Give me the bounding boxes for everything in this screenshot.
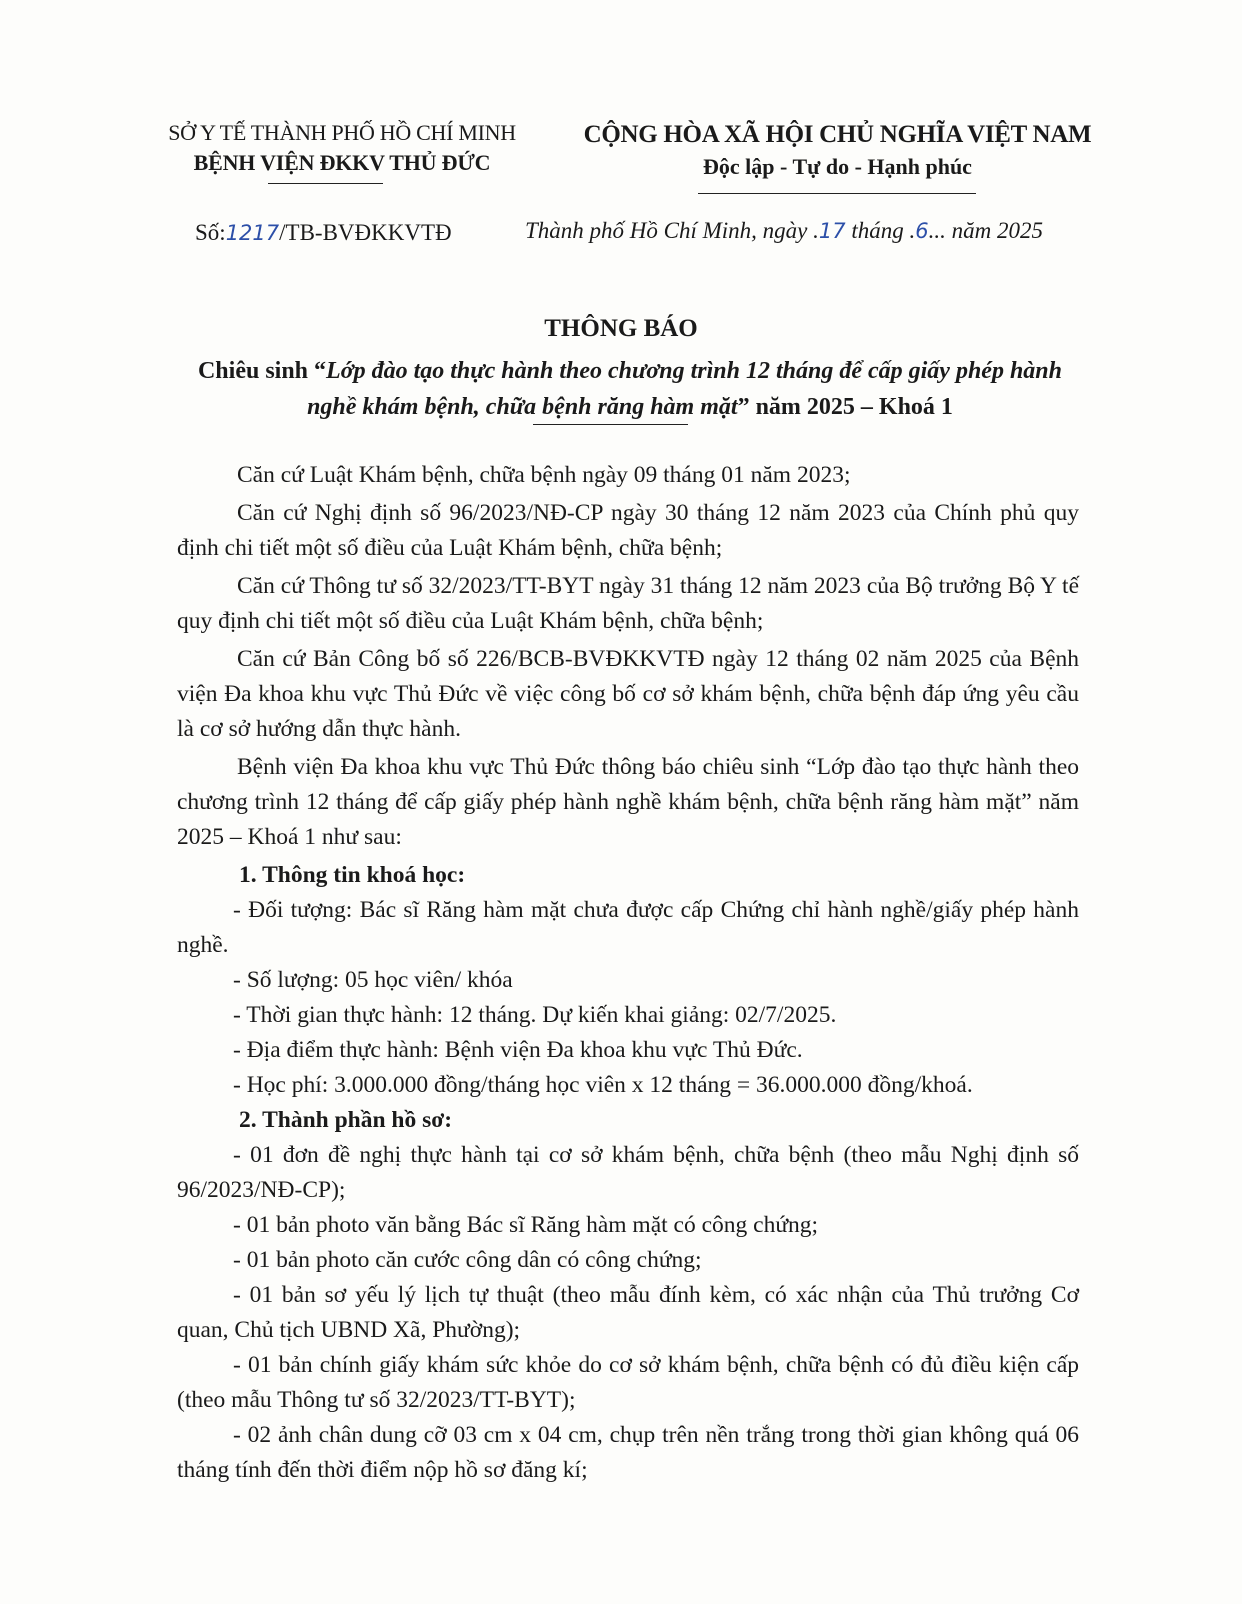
document-subtitle <box>180 353 1080 425</box>
list-item: - 01 bản sơ yếu lý lịch tự thuật (theo mẫu đính kèm, có xác nhận của Thủ trưởng Cơ quan, Chủ tịch UBND Xã, Phường); <box>177 1282 1079 1343</box>
legal-basis: Căn cứ Nghị định số 96/2023/NĐ-CP ngày 30 tháng 12 năm 2023 của Chính phủ quy định chi tiết một số điều của Luật Khám bệnh, chữa bệnh; <box>177 500 1079 561</box>
motto: Độc lập - Tự do - Hạnh phúc <box>703 154 972 179</box>
number-suffix: /TB-BVĐKKVTĐ <box>279 220 452 245</box>
date-suffix: ... năm 2025 <box>928 218 1044 243</box>
list-item: - Thời gian thực hành: 12 tháng. Dự kiến khai giảng: 02/7/2025. <box>233 1002 837 1028</box>
handwritten-month: 6 <box>915 219 929 243</box>
document-date <box>525 216 1043 246</box>
handwritten-number: 1217 <box>225 221 280 245</box>
list-item: - Địa điểm thực hành: Bệnh viện Đa khoa khu vực Thủ Đức. <box>233 1037 803 1063</box>
document-header <box>0 118 1242 198</box>
section-heading-course-info: 1. Thông tin khoá học: <box>239 862 466 888</box>
list-item: - Học phí: 3.000.000 đồng/tháng học viên x 12 tháng = 36.000.000 đồng/khoá. <box>233 1072 973 1098</box>
date-prefix: Thành phố Hồ Chí Minh, ngày . <box>525 218 819 243</box>
handwritten-day: 17 <box>818 219 846 243</box>
list-item: - Đối tượng: Bác sĩ Răng hàm mặt chưa được cấp Chứng chỉ hành nghề/giấy phép hành nghề. <box>177 897 1079 958</box>
intro-paragraph: Bệnh viện Đa khoa khu vực Thủ Đức thông báo chiêu sinh “Lớp đào tạo thực hành theo chương trình 12 tháng để cấp giấy phép hành nghề khám bệnh, chữa bệnh răng hàm mặt” năm 2025 – Khoá 1 như sau: <box>177 754 1079 850</box>
hospital-name: BỆNH VIỆN ĐKKV THỦ ĐỨC <box>193 150 491 175</box>
list-item: - 01 bản photo văn bằng Bác sĩ Răng hàm mặt có công chứng; <box>233 1212 819 1238</box>
legal-basis: Căn cứ Thông tư số 32/2023/TT-BYT ngày 31 tháng 12 năm 2023 của Bộ trưởng Bộ Y tế quy định chi tiết một số điều của Luật Khám bệnh, chữa bệnh; <box>177 573 1079 634</box>
subtitle-suffix: ” năm 2025 – Khoá 1 <box>737 394 953 420</box>
country-name: CỘNG HÒA XÃ HỘI CHỦ NGHĨA VIỆT NAM <box>583 121 1092 148</box>
subtitle-course-name: Lớp đào tạo thực hành theo chương trình 12 tháng để cấp giấy phép hành nghề khám bệnh, chữa bệnh răng hàm mặt <box>307 358 1063 420</box>
org-underline <box>268 183 383 184</box>
legal-basis: Căn cứ Luật Khám bệnh, chữa bệnh ngày 09 tháng 01 năm 2023; <box>237 462 851 488</box>
list-item: - 01 bản chính giấy khám sức khỏe do cơ sở khám bệnh, chữa bệnh có đủ điều kiện cấp (theo mẫu Thông tư số 32/2023/TT-BYT); <box>177 1352 1079 1413</box>
date-month-label: tháng . <box>845 218 916 243</box>
subtitle-prefix: Chiêu sinh “ <box>197 358 327 384</box>
list-item: - Số lượng: 05 học viên/ khóa <box>233 967 513 993</box>
legal-basis: Căn cứ Bản Công bố số 226/BCB-BVĐKKVTĐ ngày 12 tháng 02 năm 2025 của Bệnh viện Đa khoa khu vực Thủ Đức về việc công bố cơ sở khám bệnh, chữa bệnh đáp ứng yêu cầu là cơ sở hướng dẫn thực hành. <box>177 646 1079 742</box>
subtitle-underline <box>533 424 688 425</box>
motto-underline <box>698 193 976 194</box>
section-heading-documents: 2. Thành phần hồ sơ: <box>239 1107 453 1133</box>
list-item: - 01 bản photo căn cước công dân có công chứng; <box>233 1247 702 1273</box>
document-body <box>177 458 1079 1488</box>
document-title: THÔNG BÁO <box>544 315 698 342</box>
issuing-organization <box>142 118 542 178</box>
national-motto <box>555 118 1120 182</box>
parent-agency: SỞ Y TẾ THÀNH PHỐ HỒ CHÍ MINH <box>168 120 516 145</box>
list-item: - 01 đơn đề nghị thực hành tại cơ sở khám bệnh, chữa bệnh (theo mẫu Nghị định số 96/2023/NĐ-CP); <box>177 1142 1079 1203</box>
document-number <box>195 218 452 248</box>
list-item: - 02 ảnh chân dung cỡ 03 cm x 04 cm, chụp trên nền trắng trong thời gian không quá 06 tháng tính đến thời điểm nộp hồ sơ đăng kí; <box>177 1422 1079 1483</box>
number-prefix: Số: <box>195 220 226 245</box>
